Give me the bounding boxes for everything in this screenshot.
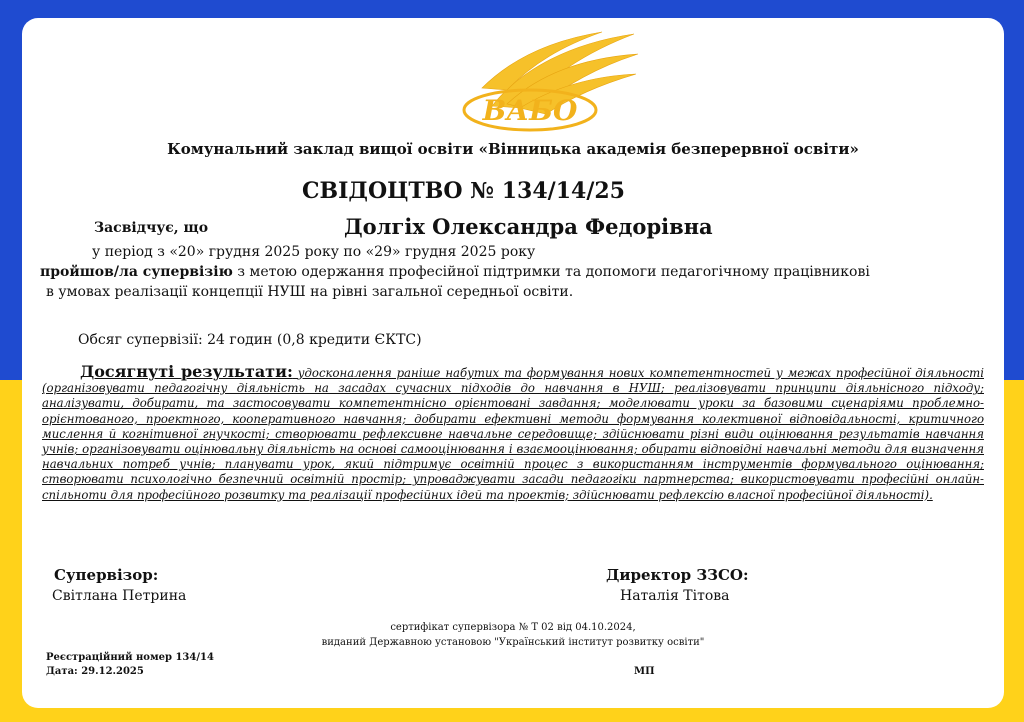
period-text: у період з «20» грудня 2025 року по «29» грудня 2025 року — [92, 244, 536, 260]
stamp-place: МП — [634, 666, 655, 677]
certificate-title: СВІДОЦТВО № 134/14/25 — [302, 178, 625, 204]
institution-name: Комунальний заклад вищої освіти «Вінницька академія безперервної освіти» — [167, 140, 859, 158]
issue-date: Дата: 29.12.2025 — [46, 666, 144, 677]
supervisor-name: Світлана Петрина — [52, 588, 187, 604]
passed-label: пройшов/ла супервізію — [40, 264, 233, 280]
certifies-label: Засвідчує, що — [94, 220, 209, 236]
registration-number: Реєстраційний номер 134/14 — [46, 652, 214, 663]
director-label: Директор ЗЗСО: — [606, 566, 749, 584]
certificate-paper — [22, 18, 1004, 708]
logo-text: ВАБО — [482, 94, 578, 127]
cert-note-line1: сертифікат супервізора № Т 02 від 04.10.2024, — [390, 622, 636, 633]
results-paragraph — [42, 364, 984, 503]
results-label: Досягнуті результати: — [80, 362, 293, 381]
passed-text: з метою одержання професійної підтримки та допомоги педагогічному працівникові — [232, 264, 870, 280]
conditions-text: в умовах реалізації концепції НУШ на рівні загальної середньої освіти. — [46, 284, 574, 300]
volume-text: Обсяг супервізії: 24 годин (0,8 кредити ЄКТС) — [78, 332, 422, 348]
vabo-logo-icon — [452, 28, 642, 138]
supervisor-label: Супервізор: — [54, 566, 159, 584]
cert-note-line2: виданий Державною установою "Український інститут розвитку освіти" — [321, 637, 705, 648]
director-name: Наталія Тітова — [620, 588, 730, 604]
person-name: Долгіх Олександра Федорівна — [344, 214, 713, 239]
results-text: удосконалення раніше набутих та формування нових компетентностей у межах професійної діяльності (організовувати педагогічну діяльність на засадах сучасних підходів до навчання в НУШ; реалізовувати принципи діяльнісного підходу; аналізувати, добирати, та застосовувати компетентнісно орієнтовані завдання; моделювати уроки за базовими сценаріями проблемно-орієнтованого, проектного, кооперативного навчання; добирати ефективні методи формування колективної відповідальності, критичного мислення й когнітивної гнучкості; створювати рефлексивне навчальне середовище; здійснювати різні види оцінювання результатів навчання учнів; організовувати оцінювальну діяльність на основі самооцінювання і взаємооцінювання; обирати відповідні навчальні методи для визначення навчальних потреб учнів; планувати урок, який підтримує освітній процес з використанням інструментів формувального оцінювання; створювати психологічно безпечний освітній простір; упроваджувати засади педагогіки партнерства; використовувати професійні онлайн-спільноти для професійного розвитку та реалізації професійних ідей та проектів; здійснювати рефлексію власної професійної діяльності). — [42, 366, 984, 502]
passed-line — [40, 264, 870, 280]
